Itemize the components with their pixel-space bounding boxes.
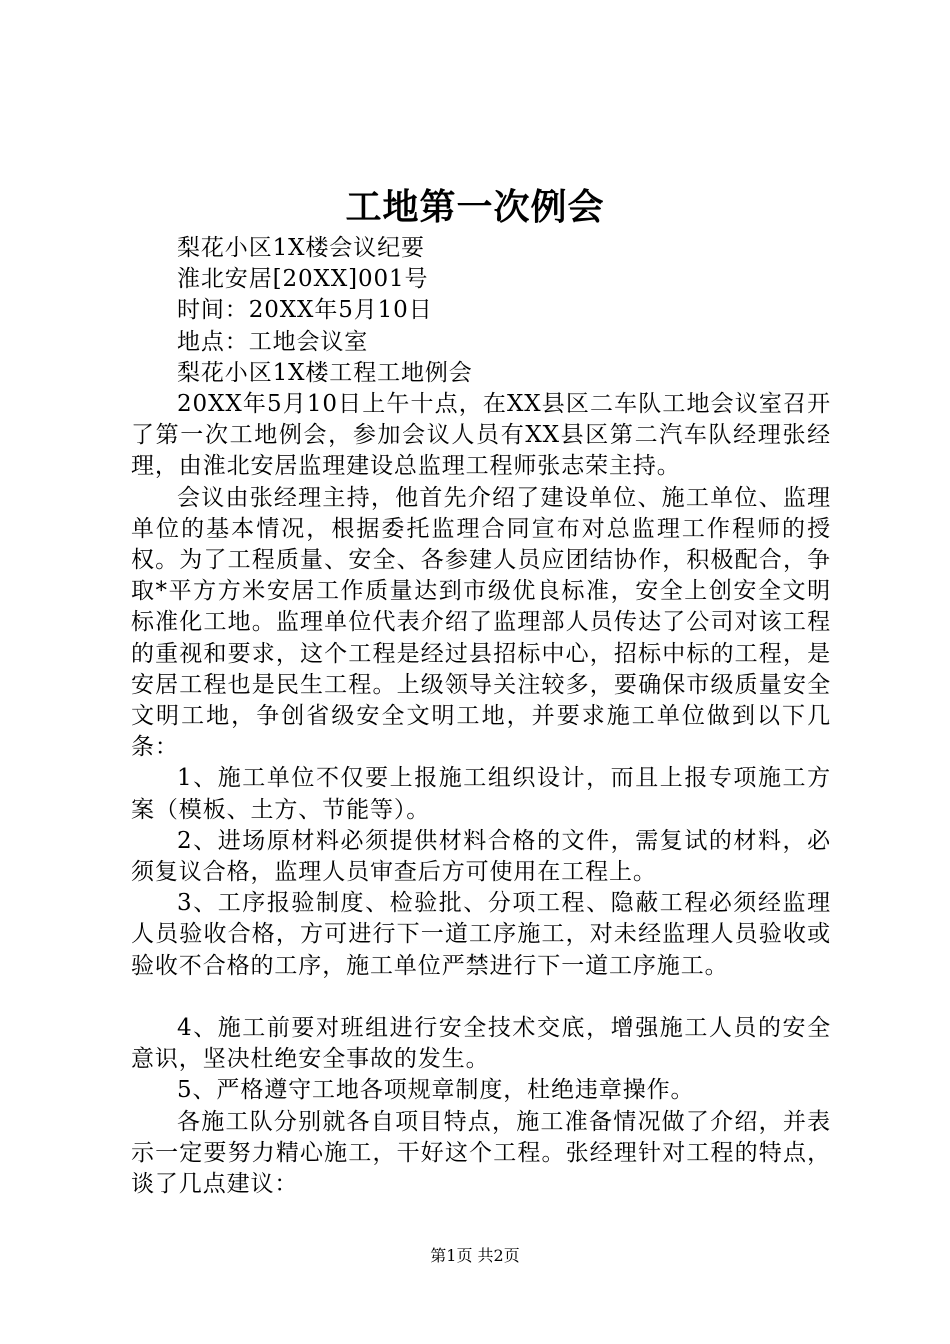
page-footer: 第1页 共2页 bbox=[430, 1246, 520, 1265]
paragraph-opening: 20XX年5月10日上午十点，在XX县区二车队工地会议室召开了第一次工地例会，参加会议人员有XX县区第二汽车队经理张经理，由淮北安居监理建设总监理工程师张志荣主持。 bbox=[131, 391, 831, 480]
header-line-doc-number: 淮北安居[20XX]001号 bbox=[177, 266, 429, 293]
paragraph-main: 会议由张经理主持，他首先介绍了建设单位、施工单位、监理单位的基本情况，根据委托监理合同宣布对总监理工作程师的授权。为了工程质量、安全、各参建人员应团结协作，积极配合，争取*平方方米安居工作质量达到市级优良标准，安全上创安全文明标准化工地。监理单位代表介绍了监理部人员传达了公司对该工程的重视和要求，这个工程是经过县招标中心，招标中标的工程，是安居工程也是民生工程。上级领导关注较多，要确保市级质量安全文明工地，争创省级安全文明工地，并要求施工单位做到以下几条： bbox=[131, 484, 831, 761]
list-item-1: 1、施工单位不仅要上报施工组织设计，而且上报专项施工方案（模板、土方、节能等）。 bbox=[131, 765, 831, 823]
header-line-meeting: 梨花小区1X楼工程工地例会 bbox=[177, 359, 473, 386]
header-line-time: 时间：20XX年5月10日 bbox=[177, 297, 433, 324]
list-item-4: 4、施工前要对班组进行安全技术交底，增强施工人员的安全意识，坚决杜绝安全事故的发生。 bbox=[131, 1015, 831, 1073]
list-item-2: 2、进场原材料必须提供材料合格的文件，需复试的材料，必须复议合格，监理人员审查后方可使用在工程上。 bbox=[131, 827, 831, 886]
header-line-project: 梨花小区1X楼会议纪要 bbox=[177, 235, 425, 261]
header-line-location: 地点：工地会议室 bbox=[177, 328, 369, 355]
document-body bbox=[131, 233, 831, 1200]
paragraph-closing: 各施工队分别就各自项目特点，施工准备情况做了介绍，并表示一定要努力精心施工，干好这个工程。张经理针对工程的特点，谈了几点建议： bbox=[131, 1108, 831, 1198]
document-title: 工地第一次例会 bbox=[345, 187, 605, 228]
list-item-5: 5、严格遵守工地各项规章制度，杜绝违章操作。 bbox=[177, 1077, 695, 1104]
list-item-3: 3、工序报验制度、检验批、分项工程、隐蔽工程必须经监理人员验收合格，方可进行下一道工序施工，对未经监理人员验收或验收不合格的工序，施工单位严禁进行下一道工序施工。 bbox=[131, 890, 831, 979]
